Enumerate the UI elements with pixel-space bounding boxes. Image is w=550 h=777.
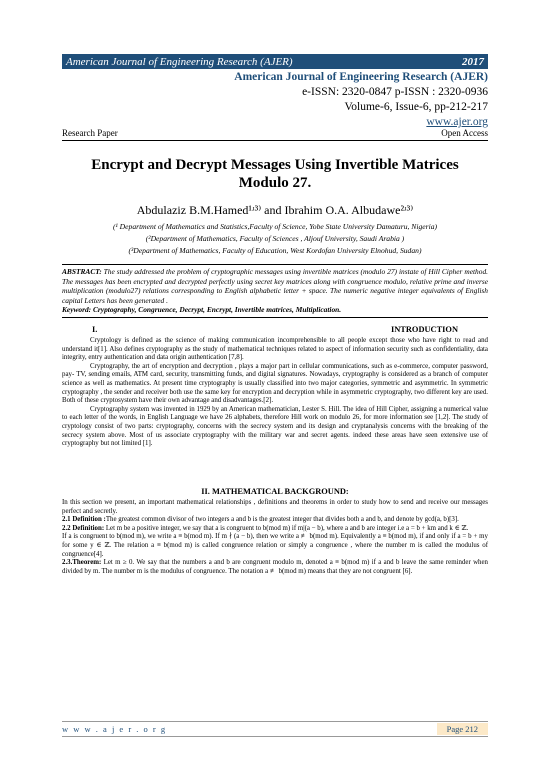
definition-2-1-label: 2.1 Definition : [62, 516, 106, 524]
footer-url-link[interactable]: w w w . a j e r . o r g [62, 724, 167, 734]
intro-paragraph-1: Cryptology is defined as the science of making communication incomprehensible to all people except those who have right to read and understand it[1]. Also defines cryptography as the study of mathematical techniques related to aspect of information security such as confidentiality, data integrity, entry authentication and data origin authentication [7,8]. [62, 337, 488, 362]
affiliation-2: (²Department of Mathematics, Faculty of Sciences , Aljouf University, Saudi Arabia ) [145, 234, 405, 243]
access-type: Open Access [441, 128, 488, 138]
authors: Abdulaziz B.M.Hamed¹ʴ³⁾ and Ibrahim O.A. Albudawe²ʴ³⁾ [136, 203, 414, 217]
affiliation-3: (³Department of Mathematics, Faculty of Education, West Kordofan University Elnohud, Sudan) [128, 246, 422, 255]
journal-url-link[interactable]: www.ajer.org [426, 116, 488, 128]
page-number: Page 212 [437, 723, 488, 735]
abstract-label: ABSTRACT: [62, 267, 102, 276]
journal-name-italic: American Journal of Engineering Research (AJER) [66, 55, 293, 68]
section-1-heading [62, 325, 488, 334]
definition-2-1-text: The greatest common divisor of two integers a and b is the greatest integer that divides both a and b, and denote by gcd(a, b)[3]. [105, 516, 459, 524]
affiliations [62, 221, 488, 257]
paper-type: Research Paper [62, 128, 118, 138]
theorem-2-3-label: 2.3.Theorem: [62, 559, 102, 567]
section-1-number: I. [92, 325, 98, 334]
journal-header-bar [62, 54, 488, 69]
title-line-2: Modulo 27. [238, 175, 312, 191]
keywords-text: Cryptography, Congruence, Decrypt, Encrypt, Invertible matrices, Multiplication. [91, 305, 342, 314]
math-background-body [62, 499, 488, 576]
theorem-2-3 [62, 559, 488, 576]
definition-2-2-continued: If a is congruent to b(mod m), we write a ≡ b(mod m). If m ∤ (a − b), then we write a ≢ b(mod m). Equivalently a ≡ b(mod m), if and only if a = b + my for some y ∈ ℤ. The relation a ≡ b(mod m) is called congruence relation or simply a congruence , where the number m is called the modulus of congruence[4]. [62, 533, 488, 558]
abstract [62, 267, 488, 305]
volume-info: Volume-6, Issue-6, pp-212-217 [344, 101, 488, 113]
journal-info [234, 70, 488, 130]
paper-title [62, 156, 488, 192]
theorem-2-3-text: Let m ≥ 0. We say that the numbers a and b are congruent modulo m, denoted a ≡ b(mod m) if a and b leave the same reminder when divided by m. The number m is the modulus of congruence. The notation a ≢ b(mod m) means that they are not congruent [6]. [62, 559, 488, 575]
section-2-intro: In this section we present, an important mathematical relationships , definitions and theorems in order to study how to send and receive our messages perfect and secretly. [62, 499, 488, 515]
definition-2-2-text: Let m be a positive integer, we say that a is congruent to b(mod m) if m|(a − b), where a and b are integer i.e a = b + km and k ∈ ℤ. [104, 524, 469, 532]
abstract-text: The study addressed the problem of cryptographic messages using invertible matrices (modulo 27) instate of Hill Cipher method. The messages has been encrypted and decrypted perfectly using secret key matrices along with congruence modulo, relative prime and inverse multiplication (modulo27) relations corresponding to English alphabetic letter + space. The numeric negative integer equivalents of English capital Letters has been generated . [62, 267, 488, 305]
publication-year: 2017 [462, 55, 484, 68]
keywords [62, 305, 488, 315]
journal-title: American Journal of Engineering Research (AJER) [234, 71, 488, 83]
keywords-label: Keyword: [62, 305, 92, 314]
issn: e-ISSN: 2320-0847 p-ISSN : 2320-0936 [302, 86, 488, 98]
intro-paragraph-3: Cryptography system was invented in 1929 by an American mathematician, Lester S. Hill. The idea of Hill Cipher, assigning a numerical value to each letter of the words, in English Language we have 26 alphabets, therefore Hill work on modulo 26, for more information see [1,2]. The study of cryptology consist of two parts: cryptography, concerns with the secrecy system and its design and cryptanalysis concerns with the breaking of the secrecy system above. Most of us associate cryptography with the military war and secret agents. indeed these areas have seen extensive use of cryptography but not limited [1]. [62, 405, 488, 448]
section-2-heading: II. MATHEMATICAL BACKGROUND: [201, 487, 349, 496]
intro-paragraph-2: Cryptography, the art of encryption and decryption , plays a major part in cellular communications, such as e-commerce, computer password, pay- TV, sending emails, ATM card, security, transmitting funds, and digital signatures. Nowadays, cryptography is considered as a branch of computer science as well as mathematics. At present time cryptography is usually classified into two major categories, symmetric and asymmetric. In symmetric cryptography , the sender and receiver both use the same key for encryption and decryption while in asymmetric cryptography, two different key are used. Both of these cryptosystem have their own advantage and disadvantages.[2]. [62, 362, 488, 405]
page-footer [62, 721, 488, 737]
definition-2-1 [62, 516, 488, 525]
affiliation-1: (¹ Department of Mathematics and Statistics,Faculty of Science, Yobe State University Damaturu, Nigeria) [112, 222, 438, 231]
introduction-body [62, 337, 488, 449]
definition-2-2-label: 2.2 Definition: [62, 524, 105, 532]
title-line-1: Encrypt and Decrypt Messages Using Invertible Matrices [91, 157, 459, 173]
section-1-title: INTRODUCTION [390, 325, 458, 334]
abstract-box [62, 264, 488, 318]
paper-type-row [62, 128, 488, 141]
